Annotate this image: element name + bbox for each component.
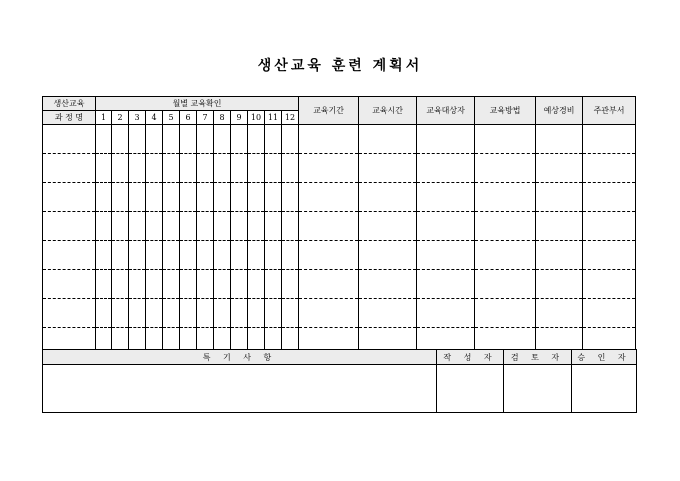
- plan-row: [43, 125, 636, 154]
- plan-cell[interactable]: [299, 241, 359, 270]
- month-check-cell[interactable]: [163, 125, 180, 154]
- course-name-cell[interactable]: [43, 270, 96, 299]
- plan-cell[interactable]: [475, 125, 536, 154]
- plan-cell[interactable]: [583, 212, 636, 241]
- remarks-header: 특 기 사 항: [43, 350, 437, 365]
- author-sign-box[interactable]: [437, 365, 504, 413]
- month-check-cell[interactable]: [231, 299, 248, 328]
- month-check-cell[interactable]: [231, 212, 248, 241]
- month-check-cell[interactable]: [282, 212, 299, 241]
- plan-cell[interactable]: [536, 183, 583, 212]
- plan-cell[interactable]: [583, 183, 636, 212]
- dept-header: 주관부서: [583, 97, 636, 125]
- plan-cell[interactable]: [583, 154, 636, 183]
- month-check-cell[interactable]: [231, 154, 248, 183]
- course-name-cell[interactable]: [43, 125, 96, 154]
- plan-cell[interactable]: [583, 299, 636, 328]
- month-check-cell[interactable]: [248, 241, 265, 270]
- month-check-cell[interactable]: [248, 270, 265, 299]
- remarks-signature-table: [42, 349, 637, 413]
- month-check-cell[interactable]: [112, 125, 129, 154]
- month-check-cell[interactable]: [163, 183, 180, 212]
- plan-row: [43, 241, 636, 270]
- plan-cell[interactable]: [359, 154, 417, 183]
- month-3-header: 3: [129, 111, 146, 125]
- month-check-cell[interactable]: [265, 241, 282, 270]
- monthly-check-header: 월별 교육확인: [96, 97, 299, 111]
- month-check-cell[interactable]: [231, 241, 248, 270]
- period-header: 교육기간: [299, 97, 359, 125]
- month-check-cell[interactable]: [163, 241, 180, 270]
- plan-row: [43, 270, 636, 299]
- plan-cell[interactable]: [417, 183, 475, 212]
- author-header: 작 성 자: [437, 350, 504, 365]
- month-check-cell[interactable]: [214, 154, 231, 183]
- plan-cell[interactable]: [299, 299, 359, 328]
- month-check-cell[interactable]: [96, 241, 112, 270]
- plan-cell[interactable]: [417, 125, 475, 154]
- month-5-header: 5: [163, 111, 180, 125]
- plan-cell[interactable]: [299, 183, 359, 212]
- month-check-cell[interactable]: [96, 212, 112, 241]
- month-check-cell[interactable]: [112, 212, 129, 241]
- month-check-cell[interactable]: [265, 125, 282, 154]
- plan-cell[interactable]: [417, 299, 475, 328]
- month-check-cell[interactable]: [197, 154, 214, 183]
- plan-cell[interactable]: [359, 125, 417, 154]
- month-check-cell[interactable]: [112, 183, 129, 212]
- month-check-cell[interactable]: [197, 125, 214, 154]
- month-4-header: 4: [146, 111, 163, 125]
- month-check-cell[interactable]: [282, 154, 299, 183]
- month-check-cell[interactable]: [197, 270, 214, 299]
- document-title: 생산교육 훈련 계획서: [257, 58, 423, 74]
- month-check-cell[interactable]: [180, 212, 197, 241]
- hours-header: 교육시간: [359, 97, 417, 125]
- plan-cell[interactable]: [359, 183, 417, 212]
- plan-row: [43, 154, 636, 183]
- month-check-cell[interactable]: [248, 125, 265, 154]
- month-9-header: 9: [231, 111, 248, 125]
- month-check-cell[interactable]: [282, 299, 299, 328]
- plan-cell[interactable]: [536, 212, 583, 241]
- month-12-header: 12: [282, 111, 299, 125]
- month-check-cell[interactable]: [129, 125, 146, 154]
- month-2-header: 2: [112, 111, 129, 125]
- month-check-cell[interactable]: [129, 299, 146, 328]
- month-check-cell[interactable]: [146, 270, 163, 299]
- plan-cell[interactable]: [583, 241, 636, 270]
- month-check-cell[interactable]: [146, 299, 163, 328]
- budget-header: 예상경비: [536, 97, 583, 125]
- month-check-cell[interactable]: [180, 270, 197, 299]
- plan-row: [43, 299, 636, 328]
- plan-cell[interactable]: [583, 125, 636, 154]
- month-check-cell[interactable]: [146, 125, 163, 154]
- month-check-cell[interactable]: [282, 125, 299, 154]
- month-check-cell[interactable]: [129, 183, 146, 212]
- plan-cell[interactable]: [536, 299, 583, 328]
- month-check-cell[interactable]: [146, 183, 163, 212]
- month-check-cell[interactable]: [129, 154, 146, 183]
- month-check-cell[interactable]: [214, 241, 231, 270]
- plan-cell[interactable]: [359, 299, 417, 328]
- month-check-cell[interactable]: [163, 299, 180, 328]
- plan-cell[interactable]: [475, 299, 536, 328]
- month-check-cell[interactable]: [265, 183, 282, 212]
- plan-cell[interactable]: [536, 154, 583, 183]
- approver-header: 승 인 자: [572, 350, 637, 365]
- month-check-cell[interactable]: [96, 270, 112, 299]
- course-name-cell[interactable]: [43, 241, 96, 270]
- month-check-cell[interactable]: [146, 241, 163, 270]
- month-check-cell[interactable]: [180, 183, 197, 212]
- month-check-cell[interactable]: [112, 270, 129, 299]
- month-check-cell[interactable]: [231, 183, 248, 212]
- month-6-header: 6: [180, 111, 197, 125]
- month-check-cell[interactable]: [146, 154, 163, 183]
- month-check-cell[interactable]: [163, 212, 180, 241]
- month-check-cell[interactable]: [197, 212, 214, 241]
- month-1-header: 1: [96, 111, 112, 125]
- month-check-cell[interactable]: [96, 125, 112, 154]
- month-check-cell[interactable]: [265, 270, 282, 299]
- month-check-cell[interactable]: [146, 212, 163, 241]
- month-check-cell[interactable]: [214, 299, 231, 328]
- course-name-cell[interactable]: [43, 212, 96, 241]
- month-check-cell[interactable]: [197, 183, 214, 212]
- month-check-cell[interactable]: [129, 212, 146, 241]
- plan-cell[interactable]: [475, 183, 536, 212]
- month-check-cell[interactable]: [214, 183, 231, 212]
- month-check-cell[interactable]: [129, 270, 146, 299]
- reviewer-header: 검 토 자: [504, 350, 572, 365]
- reviewer-sign-box[interactable]: [504, 365, 572, 413]
- month-check-cell[interactable]: [180, 299, 197, 328]
- remarks-field[interactable]: [43, 365, 437, 413]
- plan-body: [43, 125, 636, 357]
- month-check-cell[interactable]: [265, 154, 282, 183]
- month-check-cell[interactable]: [282, 270, 299, 299]
- month-check-cell[interactable]: [96, 299, 112, 328]
- plan-cell[interactable]: [475, 241, 536, 270]
- month-check-cell[interactable]: [129, 241, 146, 270]
- plan-cell[interactable]: [536, 241, 583, 270]
- month-check-cell[interactable]: [163, 270, 180, 299]
- month-check-cell[interactable]: [248, 299, 265, 328]
- month-check-cell[interactable]: [214, 212, 231, 241]
- plan-cell[interactable]: [475, 154, 536, 183]
- month-check-cell[interactable]: [282, 241, 299, 270]
- month-check-cell[interactable]: [112, 299, 129, 328]
- month-check-cell[interactable]: [112, 241, 129, 270]
- method-header: 교육방법: [475, 97, 536, 125]
- plan-row: [43, 212, 636, 241]
- month-7-header: 7: [197, 111, 214, 125]
- plan-cell[interactable]: [299, 154, 359, 183]
- month-check-cell[interactable]: [248, 154, 265, 183]
- course-name-cell[interactable]: [43, 299, 96, 328]
- plan-cell[interactable]: [299, 212, 359, 241]
- month-check-cell[interactable]: [163, 154, 180, 183]
- month-check-cell[interactable]: [214, 270, 231, 299]
- month-check-cell[interactable]: [282, 183, 299, 212]
- plan-cell[interactable]: [359, 212, 417, 241]
- month-check-cell[interactable]: [180, 154, 197, 183]
- plan-cell[interactable]: [299, 125, 359, 154]
- month-check-cell[interactable]: [197, 299, 214, 328]
- month-check-cell[interactable]: [96, 183, 112, 212]
- plan-cell[interactable]: [417, 270, 475, 299]
- course-name-cell[interactable]: [43, 154, 96, 183]
- month-check-cell[interactable]: [197, 241, 214, 270]
- plan-cell[interactable]: [583, 270, 636, 299]
- month-check-cell[interactable]: [248, 183, 265, 212]
- month-check-cell[interactable]: [248, 212, 265, 241]
- plan-cell[interactable]: [536, 270, 583, 299]
- training-plan-table: [42, 96, 636, 357]
- month-check-cell[interactable]: [265, 212, 282, 241]
- month-check-cell[interactable]: [265, 299, 282, 328]
- month-8-header: 8: [214, 111, 231, 125]
- plan-cell[interactable]: [536, 125, 583, 154]
- month-check-cell[interactable]: [214, 125, 231, 154]
- plan-cell[interactable]: [417, 212, 475, 241]
- month-10-header: 10: [248, 111, 265, 125]
- plan-cell[interactable]: [299, 270, 359, 299]
- month-check-cell[interactable]: [180, 125, 197, 154]
- month-check-cell[interactable]: [96, 154, 112, 183]
- plan-cell[interactable]: [417, 154, 475, 183]
- plan-cell[interactable]: [359, 241, 417, 270]
- course-name-cell[interactable]: [43, 183, 96, 212]
- plan-cell[interactable]: [359, 270, 417, 299]
- target-header: 교육대상자: [417, 97, 475, 125]
- plan-cell[interactable]: [475, 270, 536, 299]
- plan-row: [43, 183, 636, 212]
- course-name-header-line2: 과 정 명: [43, 111, 96, 125]
- month-11-header: 11: [265, 111, 282, 125]
- month-check-cell[interactable]: [180, 241, 197, 270]
- course-name-header-line1: 생산교육: [43, 97, 96, 111]
- month-check-cell[interactable]: [231, 125, 248, 154]
- month-check-cell[interactable]: [112, 154, 129, 183]
- plan-cell[interactable]: [475, 212, 536, 241]
- month-check-cell[interactable]: [231, 270, 248, 299]
- plan-cell[interactable]: [417, 241, 475, 270]
- approver-sign-box[interactable]: [572, 365, 637, 413]
